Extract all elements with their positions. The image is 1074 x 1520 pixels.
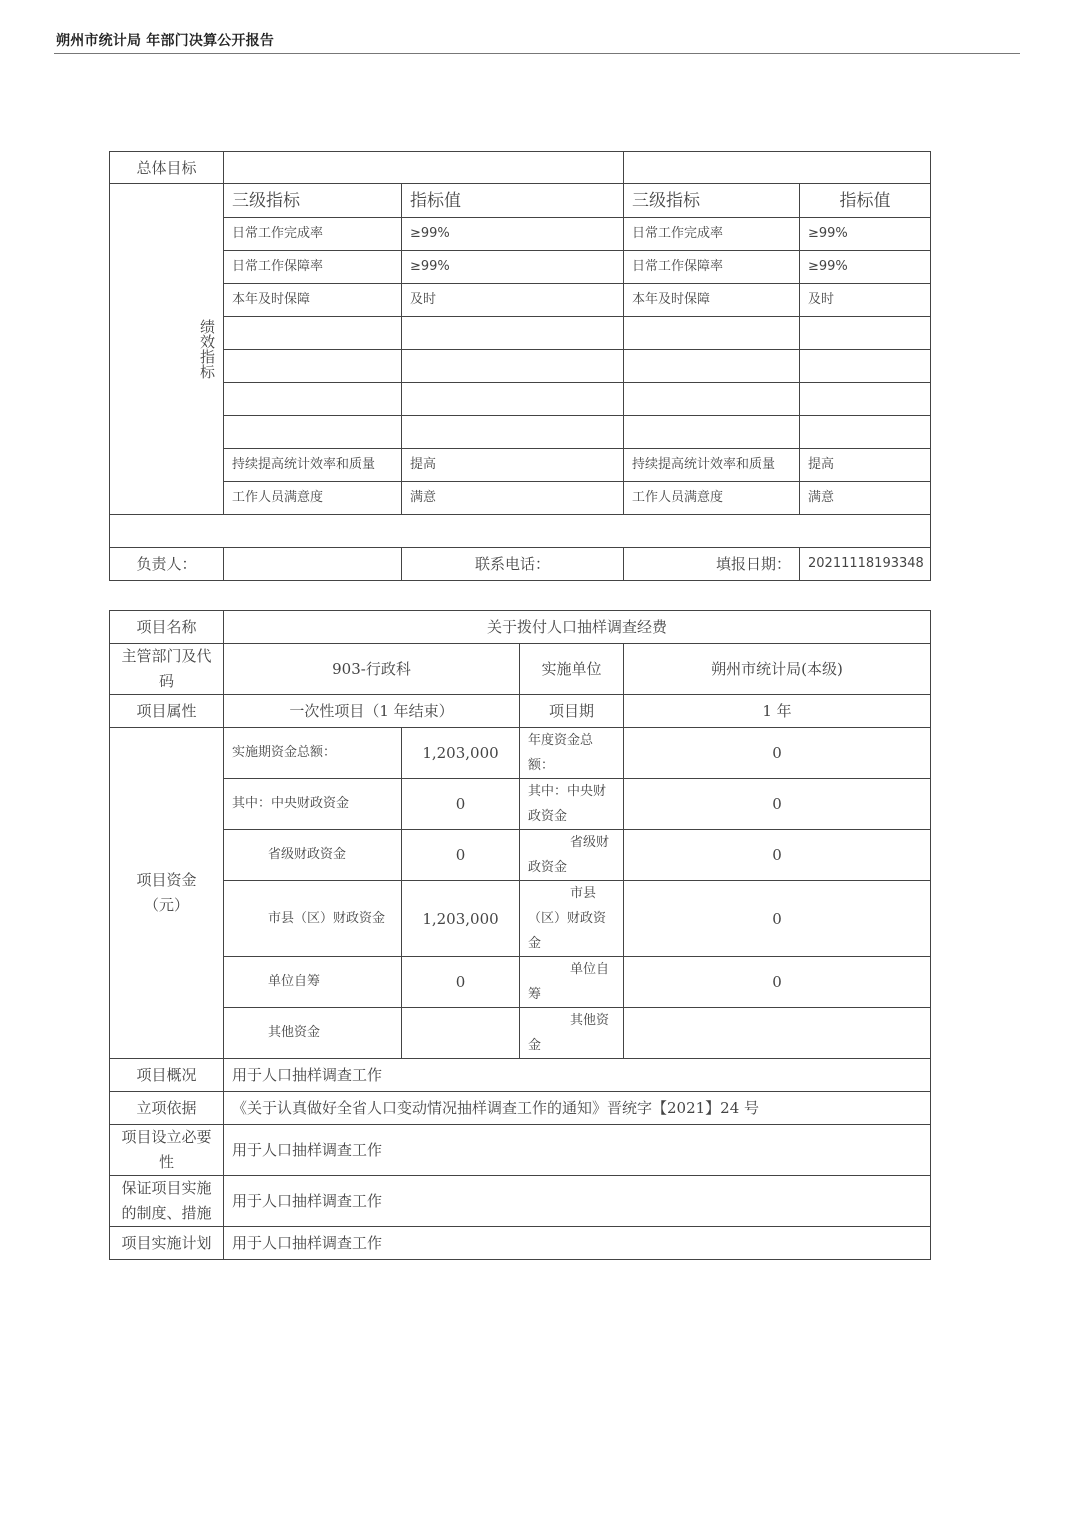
- project-period-value: 1 年: [624, 695, 931, 728]
- indicator-value-cell: [800, 317, 931, 350]
- project-name-value: 关于拨付人口抽样调查经费: [224, 611, 931, 644]
- annual-funds-label: 省级财政资金: [520, 830, 624, 881]
- indicator-cell: [224, 416, 402, 449]
- indicator-value-cell: 及时: [800, 284, 931, 317]
- funds-row-label: 实施期资金总额：: [224, 728, 402, 779]
- project-overview-label: 项目概况: [110, 1059, 224, 1092]
- indicator-value-cell: 满意: [402, 482, 624, 515]
- responsible-person-label: 负责人：: [110, 548, 224, 581]
- funds-row-value: 1,203,000: [402, 728, 520, 779]
- indicator-cell: [224, 383, 402, 416]
- overall-goal-value-right: [624, 152, 931, 184]
- indicator-value-cell: [402, 416, 624, 449]
- performance-indicator-label: 绩效指标: [110, 184, 224, 515]
- impl-unit-value: 朔州市统计局(本级): [624, 644, 931, 695]
- indicator-cell: 工作人员满意度: [224, 482, 402, 515]
- indicator-cell: 日常工作完成率: [624, 218, 800, 251]
- report-date-label: 填报日期：: [624, 548, 800, 581]
- responsible-person-value: [224, 548, 402, 581]
- report-header-title: 朔州市统计局 年部门决算公开报告: [56, 33, 275, 49]
- project-plan-value: 用于人口抽样调查工作: [224, 1227, 931, 1260]
- dept-value: 903-行政科: [224, 644, 520, 695]
- indicator-value-cell: [402, 350, 624, 383]
- funds-row-value: 0: [402, 779, 520, 830]
- indicator-value-cell: 提高: [800, 449, 931, 482]
- indicator-cell: 持续提高统计效率和质量: [224, 449, 402, 482]
- project-period-label: 项目期: [520, 695, 624, 728]
- indicator-value-cell: [800, 350, 931, 383]
- indicator-cell: 持续提高统计效率和质量: [624, 449, 800, 482]
- indicator-cell: 日常工作保障率: [224, 251, 402, 284]
- funds-row-label: 省级财政资金: [224, 830, 402, 881]
- project-basis-label: 立项依据: [110, 1092, 224, 1125]
- overall-goal-value-left: [224, 152, 624, 184]
- project-necessity-label: 项目设立必要性: [110, 1125, 224, 1176]
- annual-funds-value: 0: [624, 779, 931, 830]
- project-plan-label: 项目实施计划: [110, 1227, 224, 1260]
- annual-funds-label: 单位自筹: [520, 957, 624, 1008]
- impl-unit-label: 实施单位: [520, 644, 624, 695]
- blank-row: [110, 515, 931, 548]
- indicator-value-cell: [800, 416, 931, 449]
- indicator-value-cell: [800, 383, 931, 416]
- funds-row-value: [402, 1008, 520, 1059]
- contact-phone-label: 联系电话：: [402, 548, 624, 581]
- project-attr-label: 项目属性: [110, 695, 224, 728]
- project-guarantee-value: 用于人口抽样调查工作: [224, 1176, 931, 1227]
- annual-funds-label: 年度资金总额：: [520, 728, 624, 779]
- annual-funds-label: 其中：中央财政资金: [520, 779, 624, 830]
- indicator-cell: 本年及时保障: [624, 284, 800, 317]
- indicator-value-cell: ≥99%: [402, 251, 624, 284]
- funds-row-label: 单位自筹: [224, 957, 402, 1008]
- report-date-value: 20211118193348: [800, 548, 931, 581]
- indicator-cell: 日常工作完成率: [224, 218, 402, 251]
- col-header-value-left: 指标值: [402, 184, 624, 218]
- col-header-level3-left: 三级指标: [224, 184, 402, 218]
- indicator-cell: 本年及时保障: [224, 284, 402, 317]
- indicator-cell: [624, 416, 800, 449]
- header-divider: [54, 53, 1020, 54]
- indicator-value-cell: 及时: [402, 284, 624, 317]
- funds-row-value: 0: [402, 957, 520, 1008]
- indicator-value-cell: ≥99%: [800, 251, 931, 284]
- performance-indicator-table: [109, 151, 931, 581]
- indicator-value-cell: [402, 317, 624, 350]
- annual-funds-label: 其他资金: [520, 1008, 624, 1059]
- col-header-level3-right: 三级指标: [624, 184, 800, 218]
- funds-row-label: 市县（区）财政资金: [224, 881, 402, 957]
- annual-funds-value: 0: [624, 957, 931, 1008]
- funds-row-value: 0: [402, 830, 520, 881]
- annual-funds-value: 0: [624, 830, 931, 881]
- funds-row-label: 其中：中央财政资金: [224, 779, 402, 830]
- indicator-value-cell: 满意: [800, 482, 931, 515]
- overall-goal-label: 总体目标: [110, 152, 224, 184]
- indicator-cell: [624, 350, 800, 383]
- indicator-cell: [624, 317, 800, 350]
- indicator-cell: [224, 350, 402, 383]
- indicator-cell: 工作人员满意度: [624, 482, 800, 515]
- project-guarantee-label: 保证项目实施的制度、措施: [110, 1176, 224, 1227]
- project-name-label: 项目名称: [110, 611, 224, 644]
- project-info-table: [109, 610, 931, 1260]
- annual-funds-value: 0: [624, 881, 931, 957]
- funds-row-value: 1,203,000: [402, 881, 520, 957]
- indicator-value-cell: ≥99%: [800, 218, 931, 251]
- annual-funds-value: 0: [624, 728, 931, 779]
- project-basis-value: 《关于认真做好全省人口变动情况抽样调查工作的通知》晋统字【2021】24 号: [224, 1092, 931, 1125]
- annual-funds-label: 市县（区）财政资金: [520, 881, 624, 957]
- annual-funds-value: [624, 1008, 931, 1059]
- dept-label: 主管部门及代码: [110, 644, 224, 695]
- project-attr-value: 一次性项目（1 年结束）: [224, 695, 520, 728]
- indicator-cell: 日常工作保障率: [624, 251, 800, 284]
- indicator-value-cell: [402, 383, 624, 416]
- project-overview-value: 用于人口抽样调查工作: [224, 1059, 931, 1092]
- funds-row-label: 其他资金: [224, 1008, 402, 1059]
- project-funds-label: 项目资金（元）: [110, 728, 224, 1059]
- indicator-value-cell: ≥99%: [402, 218, 624, 251]
- col-header-value-right: 指标值: [800, 184, 931, 218]
- indicator-value-cell: 提高: [402, 449, 624, 482]
- project-necessity-value: 用于人口抽样调查工作: [224, 1125, 931, 1176]
- indicator-cell: [224, 317, 402, 350]
- indicator-cell: [624, 383, 800, 416]
